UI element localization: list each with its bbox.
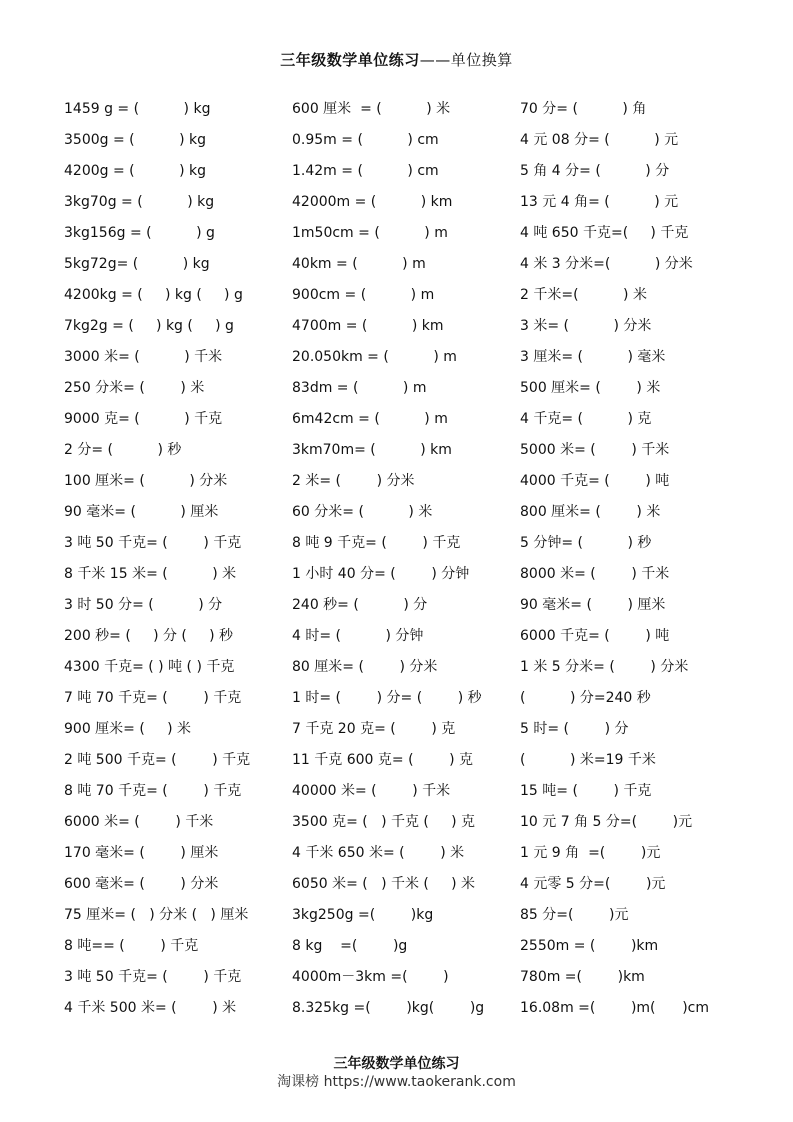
exercise-row: [64, 808, 744, 839]
exercise-item: 0.95m = ( ) cm: [292, 132, 439, 148]
exercise-item: 3 时 50 分= ( ) 分: [64, 597, 223, 613]
exercise-row: [64, 963, 744, 994]
exercise-row: [64, 560, 744, 591]
exercise-item: 800 厘米= ( ) 米: [520, 504, 661, 520]
exercise-row: [64, 374, 744, 405]
exercise-row: [64, 839, 744, 870]
exercise-row: [64, 343, 744, 374]
exercise-row: [64, 312, 744, 343]
exercise-item: 6m42cm = ( ) m: [292, 411, 448, 427]
exercise-item: 80 厘米= ( ) 分米: [292, 659, 438, 675]
exercise-item: 7 吨 70 千克= ( ) 千克: [64, 690, 242, 706]
exercise-item: 250 分米= ( ) 米: [64, 380, 205, 396]
exercise-item: 13 元 4 角= ( ) 元: [520, 194, 679, 210]
exercise-item: 3 米= ( ) 分米: [520, 318, 652, 334]
exercise-item: 780m =( )km: [520, 969, 645, 985]
exercise-item: 4 千米 650 米= ( ) 米: [292, 845, 465, 861]
exercise-item: 3 厘米= ( ) 毫米: [520, 349, 666, 365]
exercise-item: 8 kg =( )g: [292, 938, 408, 954]
exercise-item: 1 小时 40 分= ( ) 分钟: [292, 566, 470, 582]
exercise-item: 9000 克= ( ) 千克: [64, 411, 223, 427]
exercise-item: 200 秒= ( ) 分 ( ) 秒: [64, 628, 234, 644]
exercise-item: 15 吨= ( ) 千克: [520, 783, 652, 799]
exercise-item: 8 吨 9 千克= ( ) 千克: [292, 535, 461, 551]
exercise-item: ( ) 分=240 秒: [520, 690, 651, 706]
exercise-item: 20.050km = ( ) m: [292, 349, 457, 365]
exercise-item: 7 千克 20 克= ( ) 克: [292, 721, 456, 737]
exercise-item: 240 秒= ( ) 分: [292, 597, 428, 613]
exercise-item: 4000m－3km =( ): [292, 969, 449, 985]
exercise-row: [64, 653, 744, 684]
exercise-item: 4300 千克= ( ) 吨 ( ) 千克: [64, 659, 235, 675]
exercise-item: 3kg250g =( )kg: [292, 907, 434, 923]
exercise-item: 2 千米=( ) 米: [520, 287, 647, 303]
exercise-item: 8 吨 70 千克= ( ) 千克: [64, 783, 242, 799]
exercise-row: [64, 777, 744, 808]
exercise-item: 4000 千克= ( ) 吨: [520, 473, 670, 489]
exercise-row: [64, 436, 744, 467]
exercise-item: 83dm = ( ) m: [292, 380, 427, 396]
exercise-item: 7kg2g = ( ) kg ( ) g: [64, 318, 234, 334]
exercise-item: 1.42m = ( ) cm: [292, 163, 439, 179]
exercise-row: [64, 715, 744, 746]
exercise-item: 4 时= ( ) 分钟: [292, 628, 424, 644]
exercise-item: 5 分钟= ( ) 秒: [520, 535, 652, 551]
exercise-item: 3000 米= ( ) 千米: [64, 349, 223, 365]
exercise-item: 1 元 9 角 =( )元: [520, 845, 661, 861]
exercise-item: 2 吨 500 千克= ( ) 千克: [64, 752, 251, 768]
exercise-item: 500 厘米= ( ) 米: [520, 380, 661, 396]
exercise-item: 1 时= ( ) 分= ( ) 秒: [292, 690, 482, 706]
exercise-item: 4 元 08 分= ( ) 元: [520, 132, 679, 148]
exercise-item: 40km = ( ) m: [292, 256, 426, 272]
exercise-item: 16.08m =( )m( )cm: [520, 1000, 710, 1016]
exercise-item: 3500 克= ( ) 千克 ( ) 克: [292, 814, 476, 830]
exercise-item: 4 元零 5 分=( )元: [520, 876, 666, 892]
exercise-row: [64, 126, 744, 157]
exercise-item: 11 千克 600 克= ( ) 克: [292, 752, 474, 768]
exercise-item: 5kg72g= ( ) kg: [64, 256, 210, 272]
watermark-link[interactable]: 淘课榜 https://www.taokerank.com: [277, 1074, 516, 1090]
exercise-row: [64, 932, 744, 963]
exercise-item: 8 吨== ( ) 千克: [64, 938, 199, 954]
exercise-row: [64, 219, 744, 250]
exercise-item: 70 分= ( ) 角: [520, 101, 647, 117]
exercise-item: 3km70m= ( ) km: [292, 442, 452, 458]
exercise-row: [64, 591, 744, 622]
exercise-item: 6000 米= ( ) 千米: [64, 814, 214, 830]
exercise-item: 4200kg = ( ) kg ( ) g: [64, 287, 243, 303]
exercise-row: [64, 95, 744, 126]
exercise-row: [64, 684, 744, 715]
exercise-item: 1459 g = ( ) kg: [64, 101, 211, 117]
exercise-row: [64, 405, 744, 436]
exercise-row: [64, 157, 744, 188]
exercise-item: 2 分= ( ) 秒: [64, 442, 182, 458]
exercise-item: 4 千米 500 米= ( ) 米: [64, 1000, 237, 1016]
exercise-item: 600 毫米= ( ) 分米: [64, 876, 219, 892]
exercise-item: 1m50cm = ( ) m: [292, 225, 448, 241]
exercise-item: 3kg156g = ( ) g: [64, 225, 215, 241]
exercise-item: 4700m = ( ) km: [292, 318, 444, 334]
exercise-item: 90 毫米= ( ) 厘米: [64, 504, 219, 520]
exercise-item: 100 厘米= ( ) 分米: [64, 473, 228, 489]
exercise-row: [64, 529, 744, 560]
exercise-item: 4 米 3 分米=( ) 分米: [520, 256, 693, 272]
exercise-row: [64, 498, 744, 529]
footer-title: 三年级数学单位练习: [333, 1056, 460, 1072]
exercise-item: 2 米= ( ) 分米: [292, 473, 415, 489]
exercise-item: 85 分=( )元: [520, 907, 629, 923]
exercise-item: 3kg70g = ( ) kg: [64, 194, 215, 210]
exercise-item: 40000 米= ( ) 千米: [292, 783, 451, 799]
exercise-item: 8 千米 15 米= ( ) 米: [64, 566, 237, 582]
exercise-item: 900cm = ( ) m: [292, 287, 435, 303]
exercise-row: [64, 622, 744, 653]
page-title-sub: ——单位换算: [419, 51, 513, 69]
exercise-item: 8000 米= ( ) 千米: [520, 566, 670, 582]
exercise-item: 600 厘米 = ( ) 米: [292, 101, 451, 117]
exercise-row: [64, 994, 744, 1025]
exercise-item: 60 分米= ( ) 米: [292, 504, 433, 520]
exercise-item: 170 毫米= ( ) 厘米: [64, 845, 219, 861]
exercise-grid: [64, 95, 744, 1025]
exercise-row: [64, 467, 744, 498]
page-title: [0, 49, 793, 70]
exercise-item: 8.325kg =( )kg( )g: [292, 1000, 485, 1016]
exercise-item: 2550m = ( )km: [520, 938, 659, 954]
exercise-item: 5 角 4 分= ( ) 分: [520, 163, 670, 179]
exercise-row: [64, 250, 744, 281]
exercise-row: [64, 870, 744, 901]
exercise-row: [64, 746, 744, 777]
page-title-main: 三年级数学单位练习: [280, 51, 420, 69]
exercise-item: 3 吨 50 千克= ( ) 千克: [64, 969, 242, 985]
exercise-item: 5000 米= ( ) 千米: [520, 442, 670, 458]
exercise-item: 3500g = ( ) kg: [64, 132, 207, 148]
exercise-item: 6050 米= ( ) 千米 ( ) 米: [292, 876, 476, 892]
exercise-row: [64, 188, 744, 219]
exercise-item: 4 千克= ( ) 克: [520, 411, 652, 427]
exercise-row: [64, 281, 744, 312]
exercise-item: ( ) 米=19 千米: [520, 752, 656, 768]
exercise-item: 4200g = ( ) kg: [64, 163, 207, 179]
exercise-item: 900 厘米= ( ) 米: [64, 721, 191, 737]
exercise-item: 42000m = ( ) km: [292, 194, 453, 210]
exercise-item: 4 吨 650 千克=( ) 千克: [520, 225, 689, 241]
exercise-item: 10 元 7 角 5 分=( )元: [520, 814, 693, 830]
exercise-item: 1 米 5 分米= ( ) 分米: [520, 659, 689, 675]
exercise-item: 90 毫米= ( ) 厘米: [520, 597, 666, 613]
exercise-item: 5 时= ( ) 分: [520, 721, 629, 737]
exercise-row: [64, 901, 744, 932]
exercise-item: 6000 千克= ( ) 吨: [520, 628, 670, 644]
exercise-item: 75 厘米= ( ) 分米 ( ) 厘米: [64, 907, 249, 923]
exercise-item: 3 吨 50 千克= ( ) 千克: [64, 535, 242, 551]
